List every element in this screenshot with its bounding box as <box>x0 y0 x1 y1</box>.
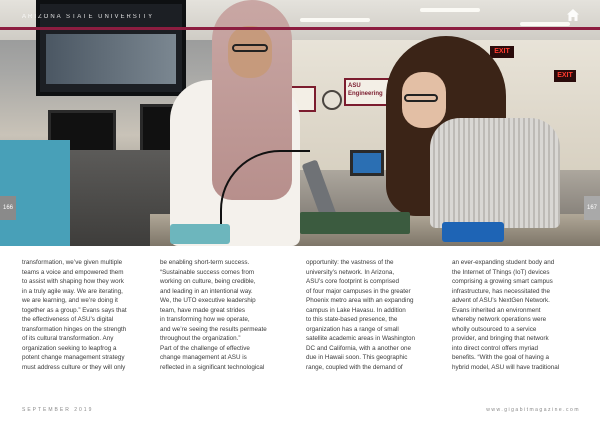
issue-date: SEPTEMBER 2019 <box>22 407 94 413</box>
glasses <box>232 44 268 52</box>
text-line: throughout the organization.” <box>160 335 241 342</box>
text-line: the Internet of Things (IoT) devices <box>452 268 550 276</box>
text-line: Phoenix metro area with an expanding <box>306 297 414 304</box>
text-line: We, the UTO executive leadership <box>160 297 256 304</box>
text-column-1 <box>22 258 150 372</box>
text-line: into direct control offers myriad <box>452 344 538 352</box>
monitor <box>350 150 384 176</box>
text-line: due in Hawaii soon. This geographic <box>306 354 408 361</box>
page-number-right: 167 <box>584 196 600 220</box>
text-column-4 <box>452 258 580 372</box>
multimeter <box>442 222 504 242</box>
text-line: of its cultural transformation. Any <box>22 335 114 342</box>
text-line: advent of ASU’s NextGen Network. <box>452 297 550 304</box>
exit-sign: EXIT <box>490 46 514 58</box>
home-icon[interactable] <box>566 8 580 22</box>
text-line: to assist with shaping how they work <box>22 278 124 285</box>
text-line: opportunity: the vastness of the <box>306 259 394 266</box>
page-number-left: 166 <box>0 196 16 220</box>
glasses <box>404 94 438 102</box>
text-line: in a truly agile way. We are iterating, <box>22 287 123 295</box>
text-line: be enabling short-term success. <box>160 259 250 266</box>
text-line: satellite academic areas in Washington <box>306 335 415 342</box>
text-line: hybrid model, ASU will have traditional <box>452 363 560 371</box>
text-line: of four major campuses in the greater <box>306 287 411 295</box>
text-line: and leading in an intentional way. <box>160 287 253 295</box>
exit-sign: EXIT <box>554 70 576 82</box>
text-line: Part of the challenge of effective <box>160 344 250 352</box>
text-column-2 <box>160 258 288 372</box>
text-column-3 <box>306 258 434 372</box>
text-line: provider, and bringing that network <box>452 335 549 342</box>
header-rule <box>0 27 600 30</box>
striped-shirt <box>430 118 560 228</box>
text-line: transformation hinges on the strength <box>22 325 127 333</box>
text-line: ASU’s core footprint is comprised <box>306 278 399 285</box>
text-line: wholly outsourced to a service <box>452 325 537 333</box>
text-line: the effectiveness of ASU’s digital <box>22 316 114 323</box>
teal-cabinet <box>0 140 70 246</box>
text-line: and we’re seeing the results permeate <box>160 325 267 333</box>
text-line: transformation, we’ve given multiple <box>22 259 123 266</box>
text-line: teams a voice and empowered them <box>22 268 124 276</box>
text-line: reflected in a significant technological <box>160 363 265 371</box>
text-line: range, coupled with the demand of <box>306 363 403 371</box>
text-line: to this state-based presence, the <box>306 316 398 323</box>
section-label: ARIZONA STATE UNIVERSITY <box>22 14 155 20</box>
text-line: organization seeking to leapfrog a <box>22 344 117 352</box>
text-line: whereby network operations were <box>452 316 547 323</box>
text-line: an ever-expanding student body and <box>452 259 555 266</box>
text-line: potent change management strategy <box>22 354 125 361</box>
wall-clock <box>322 90 342 110</box>
text-line: DC and California, with a another one <box>306 344 412 352</box>
text-line: “Sustainable success comes from <box>160 268 255 276</box>
text-line: in transforming how we operate, <box>160 316 250 323</box>
face <box>228 26 272 78</box>
text-line: comprising a growing smart campus <box>452 278 553 285</box>
text-line: organization has a range of small <box>306 325 399 333</box>
text-line: together as a group.” Evans says that <box>22 306 127 314</box>
circuit-board <box>300 212 410 234</box>
text-line: team, have made great strides <box>160 306 246 314</box>
magazine-url[interactable]: www.gigabitmagazine.com <box>486 407 580 413</box>
text-line: campus in Lake Havasu. In addition <box>306 306 406 314</box>
asu-sign: ASU Engineering <box>344 78 390 106</box>
text-line: must address culture or they will only <box>22 363 126 371</box>
text-line: university’s network. In Arizona, <box>306 268 395 276</box>
text-line: benefits. “With the goal of having a <box>452 354 549 361</box>
text-line: change management at ASU is <box>160 354 247 361</box>
text-line: infrastructure, has necessitated the <box>452 287 551 295</box>
teal-box <box>170 224 230 244</box>
text-line: we are learning, and we’re doing it <box>22 297 118 304</box>
text-line: working on culture, being credible, <box>160 278 256 285</box>
text-line: Evans inherited an environment <box>452 306 541 314</box>
